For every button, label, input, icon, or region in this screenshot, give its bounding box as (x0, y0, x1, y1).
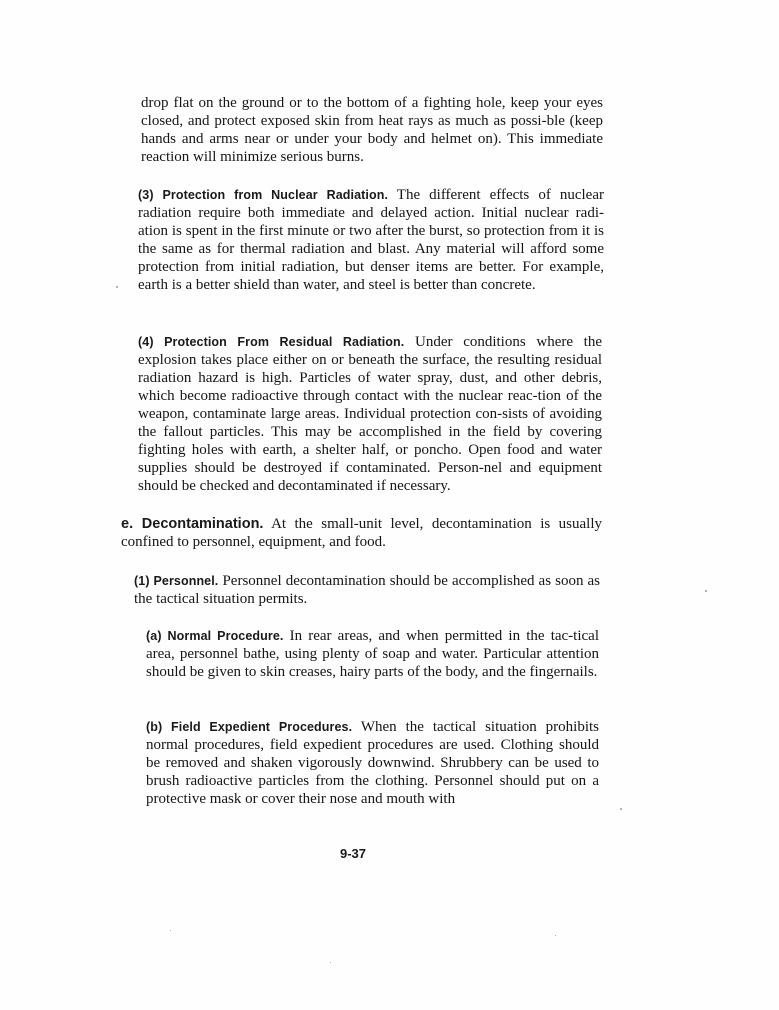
section-text: When the tactical situation prohibits normal procedures, field expedient procedures are used. Clothing should be removed and shaken vigorously downwind. Shrubbery can be used to brush radioactive particles from the clothing. Personnel should put on a protective mask or cover their nose and mouth with (146, 719, 599, 807)
page-number: 9-37 (340, 846, 367, 861)
section-heading: (b) Field Expedient Procedures. (146, 720, 353, 734)
scan-speck (705, 590, 707, 592)
section-heading: (1) Personnel. (134, 574, 219, 588)
section-text: Personnel decontamination should be accomplished as soon as the tactical situation permits. (134, 573, 601, 607)
section-heading: (4) Protection From Residual Radiation. (138, 335, 405, 349)
scan-speck (170, 930, 171, 931)
continuation-paragraph: drop flat on the ground or to the bottom of a fighting hole, keep your eyes closed, and protect exposed skin from heat rays as much as possi-ble (keep hands and arms near or under your body and helmet on). This immediate reaction will minimize serious burns. (141, 95, 603, 165)
section-normal-procedure (146, 627, 599, 681)
section-text: Under conditions where the explosion takes place either on or beneath the surface, the resulting residual radiation hazard is high. Particles of water spray, dust, and other debris, which become radioactive through contact with the nuclear reac-tion of the weapon, contaminate large areas. Individual protection con-sists of avoiding the fallout particles. This may be accomplished in the field by covering fighting holes with earth, a shelter half, or poncho. Open food and water supplies should be destroyed if contaminated. Person-nel and equipment should be checked and decontaminated if necessary. (138, 334, 603, 494)
section-residual-radiation (138, 333, 602, 495)
section-text: At the small-unit level, decontamination is usually confined to personnel, equipment, and food. (121, 516, 602, 550)
section-heading: (a) Normal Procedure. (146, 629, 284, 643)
section-nuclear-radiation (138, 186, 604, 294)
section-heading: (3) Protection from Nuclear Radiation. (138, 188, 389, 202)
section-heading: e. Decontamination. (121, 516, 264, 532)
section-text: The different effects of nuclear radiation require both immediate and delayed action. Initial nuclear radi-ation is spent in the first minute or two after the burst, so protection from it is the same as for thermal radiation and blast. Any material will afford some protection from initial radiation, but denser items are better. For example, earth is a better shield than water, and steel is better than concrete. (138, 187, 604, 293)
scan-speck (330, 962, 331, 963)
section-personnel (134, 572, 600, 608)
section-decontamination (121, 515, 602, 551)
scan-speck (620, 808, 622, 810)
section-field-expedient (146, 718, 599, 808)
section-text: In rear areas, and when permitted in the tac-tical area, personnel bathe, using plenty of soap and water. Particular attention should be given to skin creases, hairy parts of the body, and the fingernails. (146, 628, 599, 680)
scan-speck (116, 286, 118, 288)
scan-speck (555, 935, 556, 936)
